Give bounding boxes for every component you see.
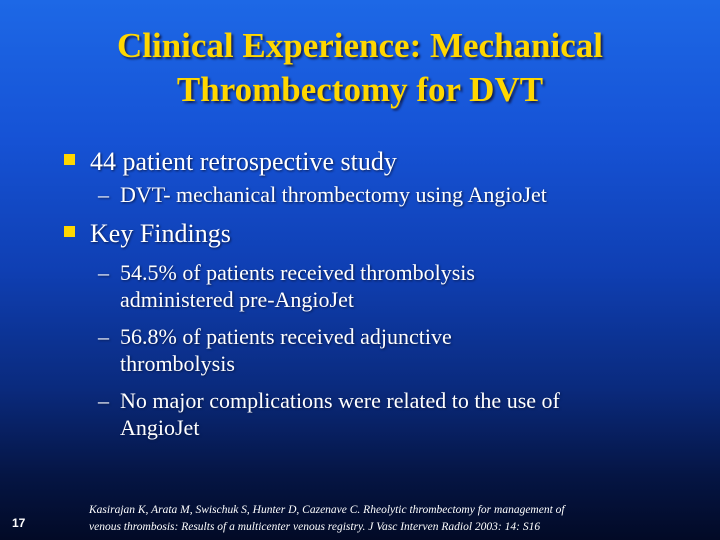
sub-bullet-line: AngioJet (120, 415, 200, 440)
title-line-1: Clinical Experience: Mechanical (116, 26, 604, 65)
bullet-key-findings (0, 218, 720, 250)
title-line-2: Thrombectomy for DVT (176, 70, 544, 109)
sub-bullet-thrombolysis (0, 259, 720, 313)
sub-bullet-line: thrombolysis (120, 351, 235, 376)
bullet-text: 44 patient retrospective study (90, 147, 397, 176)
dash-icon: – (98, 388, 109, 413)
citation-line-1: Kasirajan K, Arata M, Swischuk S, Hunter D, Cazenave C. Rheolytic thrombectomy for management of (89, 504, 565, 516)
bullet-list (0, 146, 720, 441)
sub-bullet-adjunctive (0, 323, 720, 377)
dash-icon: – (98, 182, 109, 207)
dash-icon: – (98, 260, 109, 285)
square-bullet-icon (64, 154, 75, 165)
sub-bullet-line: 54.5% of patients received thrombolysis (120, 260, 475, 285)
sub-bullet-method (0, 181, 720, 208)
slide-title (20, 24, 700, 112)
dash-icon: – (98, 324, 109, 349)
sub-bullet-line: 56.8% of patients received adjunctive (120, 324, 452, 349)
bullet-study (0, 146, 720, 178)
sub-bullet-complications (0, 387, 720, 441)
bullet-text: Key Findings (90, 219, 231, 248)
page-number: 17 (12, 516, 26, 530)
sub-bullet-line: administered pre-AngioJet (120, 287, 354, 312)
sub-bullet-text: DVT- mechanical thrombectomy using AngioJet (120, 182, 547, 207)
square-bullet-icon (64, 226, 75, 237)
citation (89, 502, 709, 536)
citation-line-2: venous thrombosis: Results of a multicenter venous registry. J Vasc Interven Radiol 2003: 14: S16 (89, 521, 541, 533)
sub-bullet-line: No major complications were related to the use of (120, 388, 560, 413)
